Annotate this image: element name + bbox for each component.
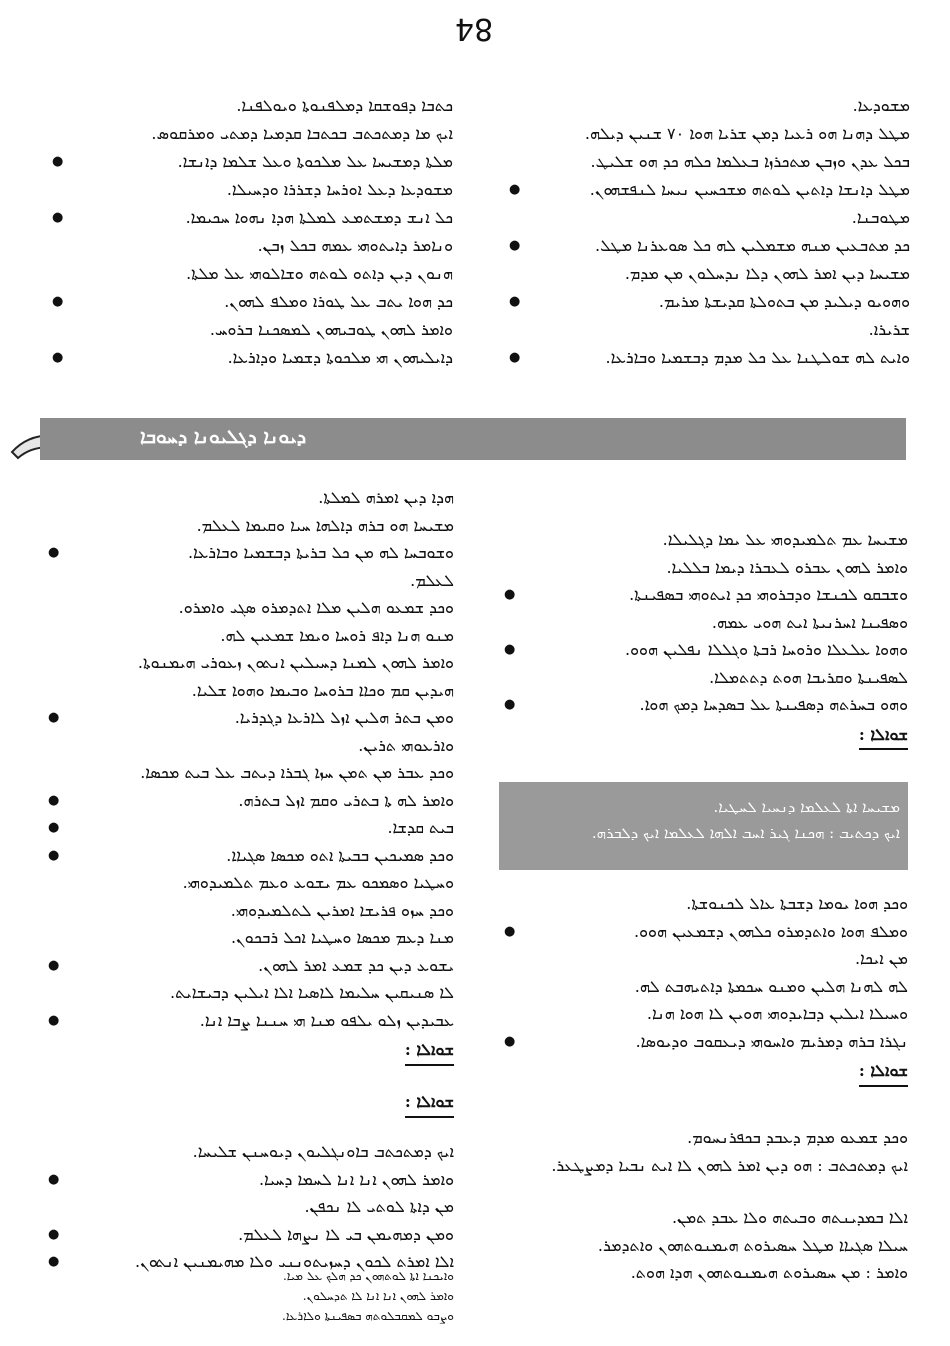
bullet-item: ● ܒܝܬ ܩܕܫܐ. — [44, 814, 454, 842]
bullet-item: ● ܘܡܢ ܕܡܗܝܡܢ ܒܝ ܠܐ ܢܨܗܐ ܠܥܠܡ. — [44, 1221, 454, 1249]
bullet-item: ● ܘܐܡܪ ܠܗ ܬܐ ܒܬܪܝ ܘܩܡ ܐܙܠ ܒܬܪܗ. — [44, 787, 454, 815]
bullet-item: ● ܘܡܢ ܒܬܪ ܗܠܝܢ ܐܙܠ ܠܐܪܥܐ ܕܓܕܪܝܐ. — [44, 704, 454, 732]
banner-title: ܕܝܘܢܐ ܕܓܠܝܘܢܐ ܕܚܘܒܐ — [140, 426, 307, 448]
bullet-item: ● ܕܐܝܠܝܗܘܢ ܗܝ ܡܠܟܘܬܐ ܕܫܡܝܐ ܘܕܐܪܥܐ. — [48, 344, 453, 372]
text-line: ܡܫܘܕܥܐ. — [852, 96, 910, 115]
bullet-item: ● ܘܐܡܪ ܠܗܘܢ ܐܢܐ ܐܢܐ ܠܚܡܐ ܕܚܝܐ. — [44, 1166, 454, 1194]
text-line: ܘܟܕ ܚܙܘ ܦܪܝܫܐ ܐܡܪܝܢ ܠܬܠܡܝܕܘܗܝ. — [230, 900, 454, 920]
text-line: ܡܫܝܚܐ ܗܘ ܒܪܗ ܕܐܠܗܐ ܚܝܐ ܘܩܝܡܐ ܠܥܠܡ. — [196, 515, 454, 535]
text-line: ܘܟܕ ܫܡܥܘ ܡܕܡ ܕܥܒܕ ܒܟܦܪܢܚܘܡ. — [687, 1128, 908, 1147]
text-line: ܐܝܟ ܕܡܬܟܬܒ ܒܐܘܢܓܠܝܘܢ ܕܝܘܚܢܢ ܫܠܝܚܐ. — [192, 1142, 454, 1161]
bullet-item: ● ܘܐܝܬ ܠܗ ܫܘܠܛܢܐ ܥܠ ܟܠ ܡܕܡ ܕܒܫܡܝܐ ܘܒܐܪܥܐ. — [505, 344, 910, 372]
text-line: ܘܐܡܪ ܠܗܘܢ ܛܘܒܝܗܘܢ ܠܡܣܟܢܐ ܒܪܘܚ. — [209, 320, 453, 339]
text-line: ܘܟܕ ܥܒܪ ܡܢ ܬܡܢ ܚܙܐ ܓܒܪܐ ܕܝܬܒ ܥܠ ܒܝܬ ܡܟܣܐ. — [140, 763, 454, 782]
text-line: ܗܝܕܝܢ ܩܡ ܘܟܐܐ ܒܪܘܚܐ ܘܒܝܡܐ ܘܗܘܐ ܫܠܝܐ. — [191, 680, 454, 700]
bullet-item: ● ܟܕ ܡܬܒܥܝܢ ܡܢܗ ܡܫܡܠܝܢ ܠܗ ܟܠ ܣܘܥܪܢܐ ܡܛܠ. — [505, 232, 910, 260]
text-line: ܡܫܝܚܐ ܥܡ ܬܠܡܝܕܘܗܝ ܥܠ ܝܡܐ ܕܓܠܝܠܐ. — [662, 530, 908, 549]
text-line: ܘܢܐܡܪ ܕܐܝܬܘܗܝ ܥܡܗ ܒܟܠ ܙܒܢ. — [257, 236, 453, 255]
text-line: ܘܟܕ ܫܡܥܘ ܗܠܝܢ ܡܠܐ ܐܬܕܡܪܘ ܣܓܝ ܘܐܡܪܘ. — [178, 598, 454, 617]
page-number: 84 — [454, 11, 494, 46]
bullet-item: ● ܟܕ ܗܘܐ ܝܬܒ ܥܠ ܛܘܪܐ ܘܡܠܦ ܠܗܘܢ. — [48, 288, 453, 316]
bottom-left-column-visible — [44, 1266, 454, 1326]
question-heading: ܫܘܐܠܐ : — [859, 721, 908, 751]
bullet-item: ● ܘܫܘܒܚܐ ܠܗ ܡܢ ܟܠ ܒܪܝܬܐ ܕܒܫܡܝܐ ܘܒܐܪܥܐ. — [44, 539, 454, 567]
highlight-box — [499, 782, 908, 870]
text-line: ܘܐܡܪ ܠܗܘܢ ܥܒܪܘ ܠܥܒܪܐ ܕܝܡܐ ܒܠܠܝܐ. — [666, 557, 908, 577]
lower-right-column — [500, 890, 908, 1087]
text-line: ܡܫܘܕܥܐ ܕܥܠ ܐܘܪܚܐ ܕܫܪܪܐ ܘܕܚܝܠܐ. — [226, 180, 453, 199]
text-line: ܘܨܒܘ ܠܡܩܒܠܘܬܗ ܒܣܦܝܢܬܐ ܘܠܐܪܥܐ. — [282, 1309, 454, 1323]
question-heading: ܫܘܐܠܐ : — [859, 1057, 908, 1087]
text-line: ܗܢܘܢ ܕܝܢ ܕܐܬܘ ܠܘܬܗ ܘܫܐܠܘܗܝ ܥܠ ܡܠܬܐ. — [186, 264, 453, 283]
text-line: ܠܗ ܠܗܢܐ ܗܠܝܢ ܘܡܢܘ ܚܟܡܬܐ ܕܐܬܝܗܒܬ ܠܗ. — [634, 976, 908, 996]
text-line: ܐܝܟ ܡܐ ܕܡܬܟܬܒ ܒܟܬܒܐ ܩܕܡܝܐ ܕܡܬܝ ܘܡܪܩܘܣ. — [151, 124, 453, 143]
bullet-item: ● ܝܫܘܥ ܕܝܢ ܟܕ ܫܡܥ ܐܡܪ ܠܗܘܢ. — [44, 952, 454, 980]
text-line: ܐܝܟ ܕܡܬܟܬܒ : ܗܘ ܕܝܢ ܐܡܪ ܠܗܘܢ ܠܐ ܐܝܬ ܢܒܝܐ ܕܡܨܛܥܪ. — [551, 1155, 908, 1175]
top-right-column — [505, 92, 910, 372]
bullet-item: ● ܡܛܠ ܕܐܢܫܐ ܕܐܬܝܢ ܠܘܬܗ ܡܫܟܚܝܢ ܢܝܚܐ ܠܢܦܫܗܘܢ. — [505, 176, 910, 204]
text-line: ܡܛܘܒܢܐ. — [851, 208, 910, 227]
bullet-item: ● ܐܠܐ ܐܡܪܬ ܠܟܘܢ ܕܚܙܝܬܘܢܢܝ ܘܠܐ ܡܗܝܡܢܝܢ ܐܢܬܘܢ. — [44, 1248, 454, 1276]
text-line: ܘܐܡܪ ܠܗܘܢ ܐܢܐ ܐܢܐ ܠܐ ܬܕܚܠܘܢ. — [302, 1289, 454, 1303]
bullet-item: ● ܘܟܕ ܣܡܝܟܝܢ ܒܒܝܬܐ ܐܬܘ ܡܟܣܐ ܣܓܝܐܐ. — [44, 842, 454, 870]
text-line: ܠܐ ܣܢܝܩܝܢ ܚܠܝܡܐ ܠܐܣܝܐ ܐܠܐ ܐܝܠܝܢ ܕܒܝܫܐܝܬ. — [170, 983, 454, 1002]
text-line: ܘܐܡܪ ܠܗܘܢ ܠܡܢܐ ܕܚܝܠܝܢ ܐܢܬܘܢ ܙܥܘܪܝ ܗܝܡܢܘܬܐ. — [137, 653, 454, 672]
text-line: ܗܕܐ ܕܝܢ ܐܡܪܗ ܠܡܠܬܐ. — [318, 488, 454, 507]
text-line: ܘܟܕ ܗܘܐ ܝܘܡܐ ܕܫܒܬܐ ܥܐܠ ܠܟܢܘܫܬܐ. — [686, 894, 908, 913]
bullet-item: ● ܟܠ ܐܢܫ ܕܡܫܬܡܥ ܠܡܠܬܐ ܗܕܐ ܢܗܘܐ ܚܟܝܡܐ. — [48, 204, 453, 232]
lower-right-column-b — [500, 1124, 908, 1179]
top-left-column — [48, 92, 453, 372]
text-line: ܘܐܡܪ : ܡܢ ܚܣܝܪܘܬ ܗܝܡܢܘܬܗܘܢ ܗܕܐ ܗܘܬ. — [630, 1263, 908, 1282]
bullet-item: ● ܡܠܬܐ ܕܡܫܝܚܐ ܥܠ ܡܠܟܘܬܐ ܘܥܠ ܫܠܡܐ ܕܐܢܫܐ. — [48, 148, 453, 176]
text-line: ܘܐܝܟܢܐ ܐܬܐ ܠܘܬܗܘܢ ܟܕ ܗܠܟ ܥܠ ܡܝܐ. — [282, 1269, 454, 1283]
bottom-right-column — [500, 1204, 908, 1287]
text-line: ܡܢܐ ܕܥܡ ܡܟܣܐ ܘܚܛܝܐ ܐܟܠ ܪܒܟܘܢ. — [230, 928, 454, 947]
text-line: ܘܐܪܥܘܗܝ ܬܪܝܢ. — [358, 735, 454, 755]
highlight-line: ܐܝܟ ܕܟܬܝܒ : ܗܟܢܐ ܓܝܪ ܐܚܒ ܐܠܗܐ ܠܥܠܡܐ ܐܝܟ ܕܠܒܪܗ. — [591, 824, 900, 842]
bullet-item: ● ܢܓܪܐ ܒܪܗ ܕܡܪܝܡ ܘܐܚܘܗܝ ܕܝܥܩܘܒ ܘܕܝܘܣܐ. — [500, 1028, 908, 1056]
text-line: ܘܚܛܝܐ ܘܣܡܟܘ ܥܡ ܝܫܘܥ ܘܥܡ ܬܠܡܝܕܘܗܝ. — [182, 873, 454, 892]
lower-left-column — [44, 1138, 454, 1276]
bullet-item: ● ܥܒܝܕܝܢ ܙܠܘ ܝܠܦܘ ܡܢܐ ܗܝ ܚܢܢܐ ܨܒܐ ܐܢܐ. — [44, 1007, 454, 1035]
bullet-item: ● ܘܗܘ ܒܚܪܬܗ ܕܣܦܝܢܬܐ ܥܠ ܒܣܕܚܐ ܕܡܟ ܗܘܐ. — [500, 691, 908, 719]
question-heading: ܫܘܐܠܐ : — [405, 1088, 454, 1118]
text-line: ܘܚܝܠܐ ܐܝܠܝܢ ܕܒܐܝܕܘܗܝ ܗܘܝܢ ܠܐ ܗܘܐ ܗܢܐ. — [646, 1004, 908, 1023]
bullet-item: ● ܘܗܘܝܘ ܕܝܠܝܕ ܡܢ ܒܬܘܠܬܐ ܩܕܝܫܬܐ ܡܪܝܡ. — [505, 288, 910, 316]
highlight-line: ܡܫܝܚܐ ܐܬܐ ܠܥܠܡܐ ܕܢܚܝܐ ܠܚܛܝܐ. — [713, 798, 900, 816]
question-heading: ܫܘܐܠܐ : — [405, 1036, 454, 1066]
text-line: ܡܢܘ ܗܢܐ ܕܐܦ ܪܘܚܐ ܘܝܡܐ ܫܡܥܝܢ ܠܗ. — [220, 625, 454, 645]
text-line: ܐܠܐ ܒܡܕܝܢܬܗ ܘܒܝܬܗ ܘܠܐ ܥܒܕ ܬܡܢ. — [671, 1208, 908, 1227]
text-line: ܘܣܦܝܢܐ ܐܚܪܢܝܬܐ ܐܝܬ ܗܘܝ ܥܡܗ. — [711, 612, 908, 632]
bullet-item: ● ܘܗܘܐ ܥܠܥܠܐ ܘܪܘܚܐ ܪܒܬܐ ܘܓܠܠܐ ܢܦܠܝܢ ܗܘܘ. — [500, 636, 908, 664]
text-line: ܡܫܝܚܐ ܕܝܢ ܐܡܪ ܠܗܘܢ ܕܠܐ ܢܕܚܠܘܢ ܡܢ ܡܕܡ. — [624, 264, 910, 283]
text-line: ܡܛܠ ܕܗܢܐ ܗܘ ܪܥܝܐ ܕܡܢ ܫܪܝܐ ܗܘܐ ٧٠ ܫܢܝܢ ܕܝܠܗ. — [584, 124, 910, 143]
middle-left-column — [44, 484, 454, 1066]
text-line: ܒܟܠ ܥܕܢ ܘܙܒܢ ܡܬܟܪܙܐ ܒܥܠܡܐ ܟܠܗ ܟܕ ܗܘ ܫܠܝܛ. — [590, 152, 910, 171]
bottom-left-heading-area — [44, 1086, 454, 1118]
text-line: ܡܢ ܐܝܟܐ. — [854, 949, 908, 968]
text-line: ܚܝܠܐ ܣܓܝܐܐ ܡܛܠ ܚܣܝܪܘܬ ܗܝܡܢܘܬܗܘܢ ܘܐܬܕܡܪ. — [597, 1235, 908, 1255]
text-line: ܟܬܒܐ ܕܦܘܫܩܐ ܕܡܠܦܢܘܬܐ ܘܝܘܠܦܢܐ. — [236, 96, 453, 115]
text-line: ܠܣܦܝܢܬܐ ܘܩܪܝܒܐ ܗܘܬ ܕܬܬܡܠܐ. — [709, 667, 908, 687]
bullet-item: ● ܘܡܠܦ ܗܘܐ ܘܐܬܕܡܪܘ ܟܠܗܘܢ ܕܫܡܥܝܢ ܗܘܘ. — [500, 918, 908, 946]
section-banner — [40, 418, 906, 460]
text-line: ܠܥܠܡ. — [410, 570, 454, 590]
bullet-item: ● ܘܫܒܩܘ ܠܟܢܫܐ ܘܕܒܪܘܗܝ ܟܕ ܐܝܬܘܗܝ ܒܣܦܝܢܬܐ. — [500, 581, 908, 609]
text-line: ܫܪܝܪܐ. — [868, 320, 910, 339]
middle-right-column — [500, 526, 908, 750]
text-line: ܡܢ ܕܐܬܐ ܠܘܬܝ ܠܐ ܢܟܦܢ. — [304, 1197, 454, 1216]
